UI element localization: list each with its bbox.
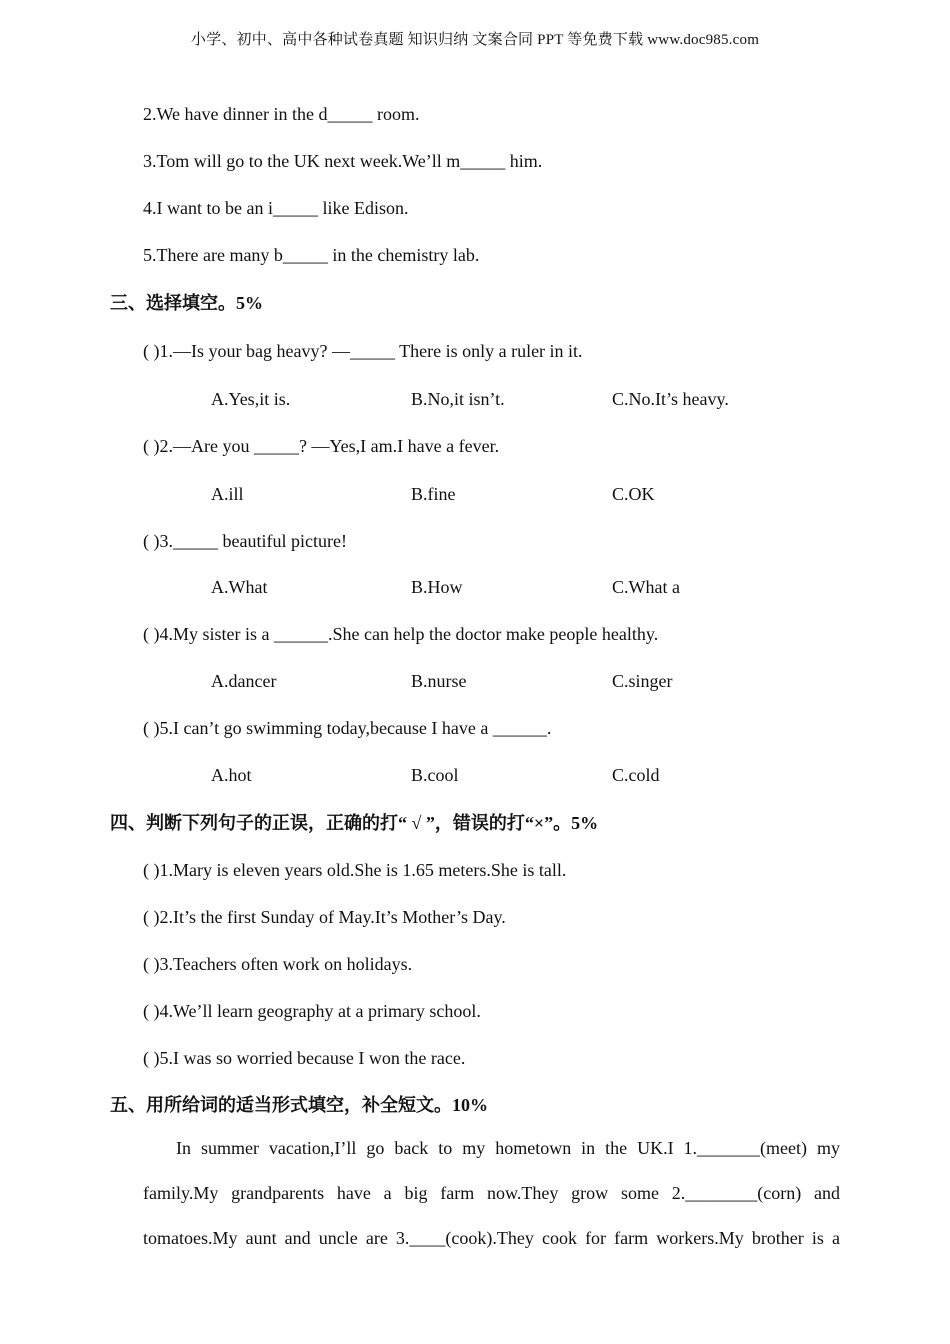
choice-q1-option-b: B.No,it isn’t. [411,389,505,409]
choice-q3-option-c: C.What a [612,577,680,597]
fill-item-5: 5.There are many b_____ in the chemistry lab. [143,245,480,265]
choice-q4-option-c: C.singer [612,671,673,691]
section5-title: 五、用所给词的适当形式填空，补全短文。10% [110,1095,488,1115]
fill-item-2: 2.We have dinner in the d_____ room. [143,104,420,124]
choice-q3: ( )3._____ beautiful picture! [143,531,347,551]
choice-q3-option-b: B.How [411,577,463,597]
judge-item-3: ( )3.Teachers often work on holidays. [143,954,413,974]
choice-q2-option-a: A.ill [211,484,244,504]
choice-q5: ( )5.I can’t go swimming today,because I have a ______. [143,718,552,738]
choice-q4-option-a: A.dancer [211,671,277,691]
choice-q2-option-c: C.OK [612,484,655,504]
choice-q5-option-c: C.cold [612,765,660,785]
choice-q5-option-a: A.hot [211,765,252,785]
judge-item-2: ( )2.It’s the first Sunday of May.It’s Mother’s Day. [143,907,506,927]
section3-title: 三、选择填空。5% [110,293,263,313]
choice-q1: ( )1.—Is your bag heavy? —_____ There is only a ruler in it. [143,341,583,361]
choice-q4-option-b: B.nurse [411,671,467,691]
judge-item-1: ( )1.Mary is eleven years old.She is 1.65 meters.She is tall. [143,860,567,880]
passage-line-3: tomatoes.My aunt and uncle are 3.____(cook).They cook for farm workers.My brother is a [143,1228,840,1248]
choice-q1-option-a: A.Yes,it is. [211,389,291,409]
choice-q2-option-b: B.fine [411,484,456,504]
judge-item-5: ( )5.I was so worried because I won the race. [143,1048,466,1068]
section4-title: 四、判断下列句子的正误，正确的打“ √ ”，错误的打“×”。5% [110,813,599,833]
choice-q4: ( )4.My sister is a ______.She can help the doctor make people healthy. [143,624,659,644]
passage-line-2: family.My grandparents have a big farm now.They grow some 2.________(corn) and [143,1183,840,1203]
choice-q3-option-a: A.What [211,577,268,597]
choice-q2: ( )2.—Are you _____? —Yes,I am.I have a fever. [143,436,500,456]
choice-q1-option-c: C.No.It’s heavy. [612,389,729,409]
fill-item-3: 3.Tom will go to the UK next week.We’ll m_____ him. [143,151,543,171]
passage-line-1: In summer vacation,I’ll go back to my hometown in the UK.I 1._______(meet) my [176,1138,840,1158]
judge-item-4: ( )4.We’ll learn geography at a primary school. [143,1001,481,1021]
fill-item-4: 4.I want to be an i_____ like Edison. [143,198,409,218]
choice-q5-option-b: B.cool [411,765,459,785]
page-header: 小学、初中、高中各种试卷真题 知识归纳 文案合同 PPT 等免费下载 www.doc985.com [190,32,760,48]
